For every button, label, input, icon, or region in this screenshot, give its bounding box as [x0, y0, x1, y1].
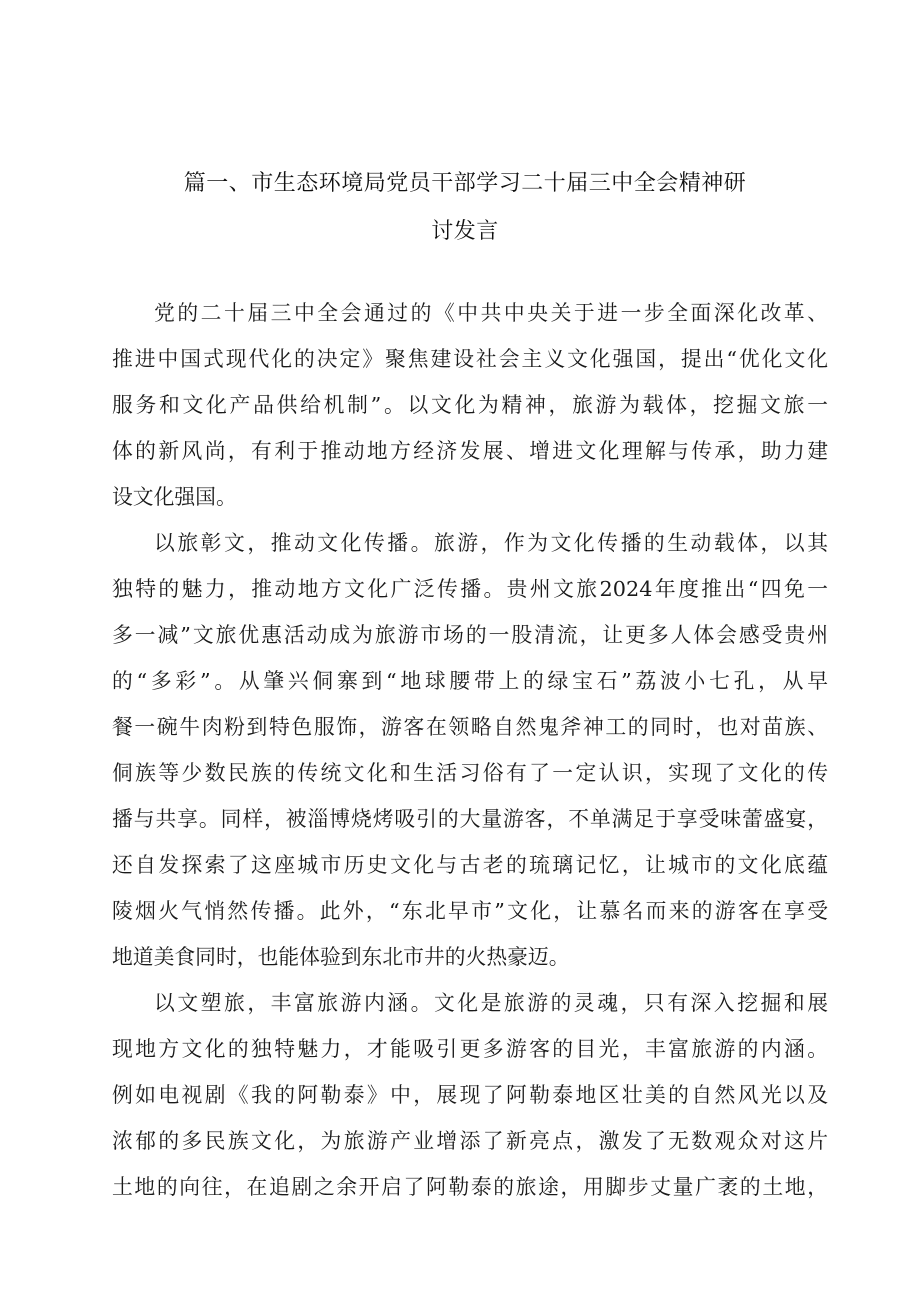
- text-line: 以文塑旅，丰富旅游内涵。文化是旅游的灵魂，只有深入挖掘和展: [154, 991, 828, 1015]
- text-line: 还自发探索了这座城市历史文化与古老的琉璃记忆，让城市的文化底蕴: [112, 853, 828, 877]
- text-line: 土地的向往，在追剧之余开启了阿勒泰的旅途，用脚步丈量广袤的土地，: [112, 1175, 828, 1199]
- paragraph-culture-shapes-travel: [112, 980, 828, 1210]
- text-line: 以旅彰文，推动文化传播。旅游，作为文化传播的生动载体，以其: [154, 531, 828, 555]
- text-line: 浓郁的多民族文化，为旅游产业增添了新亮点，激发了无数观众对这片: [112, 1129, 828, 1153]
- text-line: 陵烟火气悄然传播。此外，“东北早市”文化，让慕名而来的游客在享受: [112, 899, 828, 923]
- text-line: 多一减”文旅优惠活动成为旅游市场的一股清流，让更多人体会感受贵州: [112, 623, 828, 647]
- title-line: 篇一、市生态环境局党员干部学习二十届三中全会精神研: [183, 171, 747, 196]
- text-line: 体的新风尚，有利于推动地方经济发展、增进文化理解与传承，助力建: [112, 439, 828, 463]
- text-line: 推进中国式现代化的决定》聚焦建设社会主义文化强国，提出“优化文化: [112, 347, 828, 371]
- text-line: 党的二十届三中全会通过的《中共中央关于进一步全面深化改革、: [154, 301, 828, 325]
- text-line: 播与共享。同样，被淄博烧烤吸引的大量游客，不单满足于享受味蕾盛宴，: [112, 807, 828, 831]
- paragraph-travel-culture: [112, 520, 828, 980]
- text-line: 地道美食同时，也能体验到东北市井的火热豪迈。: [112, 945, 570, 969]
- text-line: 侗族等少数民族的传统文化和生活习俗有了一定认识，实现了文化的传: [112, 761, 828, 785]
- text-line: 独特的魅力，推动地方文化广泛传播。贵州文旅2024年度推出“四免一: [112, 577, 828, 601]
- text-line: 的“多彩”。从肇兴侗寨到“地球腰带上的绿宝石”荔波小七孔，从早: [112, 669, 828, 693]
- title-line: 讨发言: [431, 219, 499, 244]
- document-body: [112, 290, 828, 1210]
- paragraph-intro: [112, 290, 828, 520]
- text-line: 设文化强国。: [112, 485, 237, 509]
- text-line: 现地方文化的独特魅力，才能吸引更多游客的目光，丰富旅游的内涵。: [112, 1037, 828, 1061]
- text-line: 餐一碗牛肉粉到特色服饰，游客在领略自然鬼斧神工的同时，也对苗族、: [112, 715, 828, 739]
- text-line: 例如电视剧《我的阿勒泰》中，展现了阿勒泰地区壮美的自然风光以及: [112, 1083, 828, 1107]
- document-title: [120, 160, 810, 256]
- text-line: 服务和文化产品供给机制”。以文化为精神，旅游为载体，挖掘文旅一: [112, 393, 828, 417]
